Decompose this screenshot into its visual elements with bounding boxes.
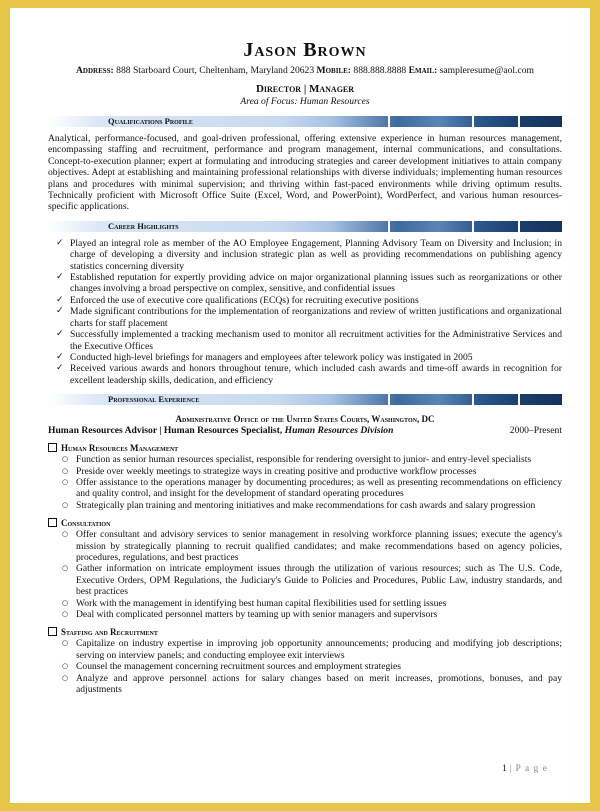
- list-item: ○ Work with the management in identifying best human capital flexibilities used for settling issues: [76, 598, 562, 609]
- role-division: Human Resources Division: [284, 425, 394, 437]
- list-item: ✓ Conducted high-level briefings for managers and employees after telework policy was instigated in 2005: [70, 352, 562, 363]
- mobile-label: Mobile:: [316, 65, 351, 76]
- focus-area: Area of Focus: Human Resources: [240, 96, 370, 107]
- subsection-heading-consultation: Consultation: [48, 518, 562, 529]
- section-heading-highlights: Career Highlights: [108, 220, 179, 231]
- list-item: ✓ Played an integral role as member of the AO Employee Engagement, Planning Advisory Team on Diversity and Inclusion; in charge of developing a diversity and inclusion strategic plan as well as providing recommendations on publishing agency statistics concerning diversity: [70, 238, 562, 272]
- checkbox-icon: [48, 518, 57, 527]
- page-number: [502, 763, 548, 774]
- section-bar-experience: [48, 394, 562, 405]
- section-bar-qualifications: [48, 116, 562, 127]
- consultation-list: [48, 529, 562, 620]
- list-item: ✓ Received various awards and honors throughout tenure, which included cash awards and time-off awards in recognition for excellent leadership skills, dedication, and efficiency: [70, 363, 562, 386]
- section-heading-qualifications: Qualifications Profile: [108, 116, 193, 126]
- list-item: ○ Gather information on intricate employment issues through the utilization of various resources; such as The U.S. Code, Executive Orders, OPM Regulations, the Judiciary's Guide to Policies and Procedures, Public Law, industry standards, and best practices: [76, 563, 562, 597]
- page-label: | P a g e: [509, 763, 548, 774]
- checkbox-icon: [48, 443, 57, 452]
- qualifications-summary: Analytical, performance-focused, and goal-driven professional, offering extensive experience in human resources management, encompassing staffing and recruitment, performance and program management, internal communications, and consultations. Concept-to-execution planner; expert at formulating and introducing strategies and career development initiatives to attain company objectives. Adept at establishing and maintaining professional relationships with diverse individuals; implementing human resources plans and procedures with minimal supervision; and thriving within fast-paced environments while driving optimum results. Technically proficient with Microsoft Office Suite (Excel, Word, and PowerPoint), WordPerfect, and various human resources-specific applications.: [48, 133, 562, 213]
- list-item: ✓ Successfully implemented a tracking mechanism used to monitor all recruitment activities for the Administrative Services and the Executive Offices: [70, 329, 562, 352]
- list-item: ○ Strategically plan training and mentoring initiatives and make recommendations for cash awards and salary progression: [76, 500, 562, 511]
- resume-content: [48, 8, 562, 695]
- list-item: ○ Preside over weekly meetings to strategize ways in creating positive and productive workflow processes: [76, 466, 562, 477]
- list-item: ○ Analyze and approve personnel actions for salary changes based on merit increases, promotions, bonuses, and pay adjustments: [76, 673, 562, 696]
- list-item: ○ Offer consultant and advisory services to senior management in resolving workforce planning issues; execute the agency's mission by strategically planning to recruit qualified candidates; and make recommendations based on agency policies, procedures, regulations, and best practices: [76, 529, 562, 563]
- role-dates: 2000–Present: [509, 425, 562, 437]
- highlights-list: [48, 238, 562, 386]
- role-row: [48, 425, 562, 436]
- contact-line: [48, 65, 562, 77]
- page-number-value: 1: [501, 763, 507, 774]
- address-value: 888 Starboard Court, Cheltenham, Maryland 20623: [116, 65, 315, 76]
- list-item: ✓ Made significant contributions for the implementation of reorganizations and review of written justifications and organizational charts for staff placement: [70, 306, 562, 329]
- subsection-heading-staffing: Staffing and Recruitment: [48, 627, 562, 638]
- job-title: Director | Manager: [255, 83, 355, 95]
- staffing-list: [48, 638, 562, 695]
- candidate-name: Jason Brown: [243, 39, 367, 61]
- section-heading-experience: Professional Experience: [108, 394, 200, 405]
- list-item: ○ Offer assistance to the operations manager by documenting procedures; as well as presenting recommendations on efficiency and quality control, and insight for the development of standard operating procedures: [76, 477, 562, 500]
- checkbox-icon: [48, 627, 57, 636]
- section-bar-highlights: [48, 221, 562, 232]
- role-title: Human Resources Advisor | Human Resources Specialist,: [48, 425, 283, 437]
- list-item: ✓ Established reputation for expertly providing advice on major organizational planning issues such as reorganizations or other changes involving a broad perspective on complex, sensitive, and confidential issues: [70, 272, 562, 295]
- subsection-heading-hr-management: Human Resources Management: [48, 443, 562, 454]
- list-item: ○ Function as senior human resources specialist, responsible for rendering oversight to junior- and entry-level specialists: [76, 454, 562, 465]
- address-label: Address:: [76, 65, 114, 76]
- list-item: ○ Deal with complicated personnel matters by teaming up with senior managers and supervisors: [76, 609, 562, 620]
- list-item: ○ Counsel the management concerning recruitment sources and employment strategies: [76, 661, 562, 672]
- email-label: Email:: [408, 65, 438, 76]
- email-value: sampleresume@aol.com: [439, 65, 534, 76]
- list-item: ✓ Enforced the use of executive core qualifications (ECQs) for recruiting executive positions: [70, 295, 562, 306]
- mobile-value: 888.888.8888: [353, 65, 407, 76]
- hr-management-list: [48, 454, 562, 511]
- list-item: ○ Capitalize on industry expertise in improving job opportunity announcements; producing and modifying job descriptions; serving on interview panels; and conducting employee exit interviews: [76, 638, 562, 661]
- resume-page: [10, 8, 590, 803]
- employer-name: Administrative Office of the United States Courts, Washington, DC: [175, 414, 435, 425]
